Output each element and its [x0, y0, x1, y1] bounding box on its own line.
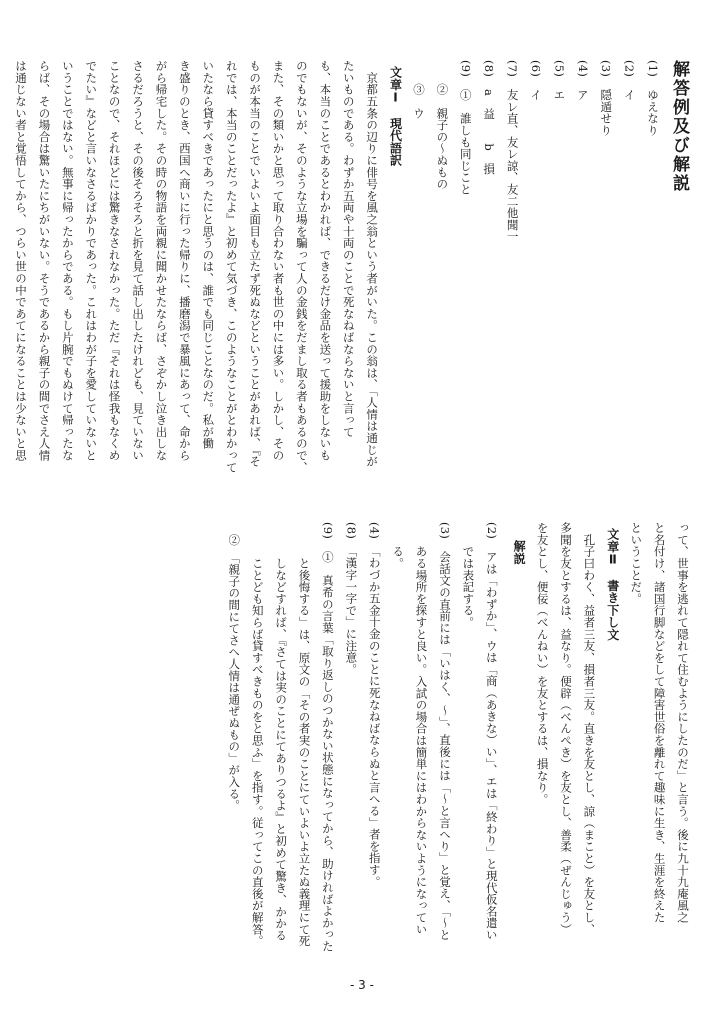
translation-line: き盛りのとき、西国へ商いに行った帰りに、播磨潟で暴風にあって、命から: [177, 60, 192, 462]
translation-continuation-line: と名付け、諸国行脚などをして障害世俗を離れて趣味に生き、生涯を終えた: [652, 522, 667, 924]
answer-item: (7) 友レ直、友レ諒、友二他聞一: [505, 60, 520, 243]
answer-item: (2) イ: [622, 60, 637, 101]
translation-line: でたい』などと言いなさるばかりであった。これはわが子を愛していないと: [84, 60, 99, 462]
translation-line: また、その類いかと思って取り合わない者も世の中には多い。しかし、その: [271, 60, 286, 462]
answer-item: ② 親子の～ぬもの: [435, 60, 450, 190]
translation-line: いうことではない。無事に帰ったからである。もし片腕でもぬけて帰ったな: [60, 60, 75, 462]
explanation-line: と後悔する」は、原文の「その者実のことにていよいよ立たぬ義理にて死: [297, 522, 312, 947]
translation-line: は通じない者と覚悟してから、つらい世の中であてになることは少ないと思: [14, 60, 29, 462]
answer-item: (9) ① 誰しも同じこと: [458, 60, 473, 196]
explanation-line: ② 「親子の間にてさへ人情は通ぜぬもの」が入る。: [227, 522, 242, 812]
kakikudashi-line: 孔子曰わく、益者三友、損者三友。直きを友とし、諒（まこと）を友とし、: [582, 522, 597, 935]
translation-line: ことなので、それほどには驚きなされなかった。ただ『それは怪我もなくめ: [107, 60, 122, 462]
translation-continuation-line: ということだ。: [629, 522, 644, 605]
explanation-line: では表記する。: [461, 522, 476, 629]
translation-line: れでは、本当のことだったよ』と初めて気づき、このようなことがとわかって: [224, 60, 239, 473]
translation-continuation-line: って、世事を逃れて隠れて住むようにしたのだ」と言う。後に九十九庵風之: [676, 522, 690, 924]
explanation-heading: 解説: [512, 540, 527, 565]
lower-column-block: [222, 522, 694, 962]
explanation-line: (9) ① 真希の言葉「取り返しのつかない状態になってから、助ければよかった: [320, 522, 335, 953]
translation-line: 京都五条の辺りに俳号を風之翁という者がいた。この翁は、「人情は通じが: [365, 60, 380, 468]
translation-line: も、本当のことであるとわかれば、できるだけ金品を送って援助をしないも: [318, 60, 333, 462]
section1-heading: 文章Ⅰ 現代語訳: [388, 66, 403, 167]
explanation-line: (3) 会話文の直前には「いはく、～」、直後には「～と言へり」と覚え、「～と: [437, 522, 452, 941]
answer-item: (4) ア: [575, 60, 590, 101]
answer-item: ③ ウ: [411, 60, 426, 119]
page-title: 解答例及び解説: [669, 60, 689, 193]
translation-line: さるだろうと、その後そろそろと折を見て話し出したけれども、見ていない: [131, 60, 146, 462]
upper-column-block: [9, 60, 694, 500]
explanation-line: る。: [391, 522, 406, 570]
translation-line: らば、その場合は驚いたにちがいない。そうであるから親子の間でさえ人情: [37, 60, 52, 462]
explanation-line: しなどすれば、『さては実のことにてありつるよ』と初めて驚き、かかる: [274, 522, 289, 942]
answer-item: (3) 隠遁せり: [599, 60, 614, 137]
kakikudashi-line: 多聞を友とするは、益なり。便辟（べんぺき）を友とし、善柔（ぜんじゅう）: [558, 522, 573, 935]
translation-line: いたなら貸すべきであったにと思うのは、誰でも同じことなのだ。私が働: [201, 60, 216, 450]
section2-heading: 文章Ⅱ 書き下し文: [605, 528, 620, 641]
answer-item: (8) a 益 b 損: [482, 60, 497, 175]
explanation-line: (4) 「わづか五金十金のことに死なねばならぬと言へる」者を指す。: [367, 522, 382, 888]
explanation-line: (2) アは「わずか」、ウは「商（あきな）い」、エは「終わり」と現代仮名遣い: [484, 522, 499, 941]
translation-line: たいものである。わずか五両や十両のことで死なねばならないと言って: [341, 60, 356, 438]
explanation-line: ある場所を探すと良い。入試の場合は簡単にはわからないようになってい: [414, 522, 429, 935]
translation-line: ものが本当のことでいよいよ面目も立たず死ぬなどということがあれば、『そ: [248, 60, 263, 468]
page-number: - 3 -: [350, 978, 374, 992]
kakikudashi-line: を友とし、便佞（べんねい）を友とするは、損なり。: [535, 522, 550, 806]
answer-item: (1) ゆえなり: [646, 60, 660, 137]
translation-line: がら帰宅した。その時の物語を両親に聞かせたならば、さぞかし泣き出しな: [154, 60, 169, 462]
answer-item: (5) エ: [552, 60, 567, 101]
explanation-line: ことども知らば貸すべきものをと思ふ」を指す。従ってこの直後が解答。: [250, 522, 265, 947]
answer-item: (6) イ: [528, 60, 543, 101]
translation-line: のでもないが、そのような立場を騙って人の金銭をだまし取る者もあるので、: [294, 60, 309, 473]
explanation-line: (8) 「漢字一字で」に注意。: [344, 522, 359, 676]
